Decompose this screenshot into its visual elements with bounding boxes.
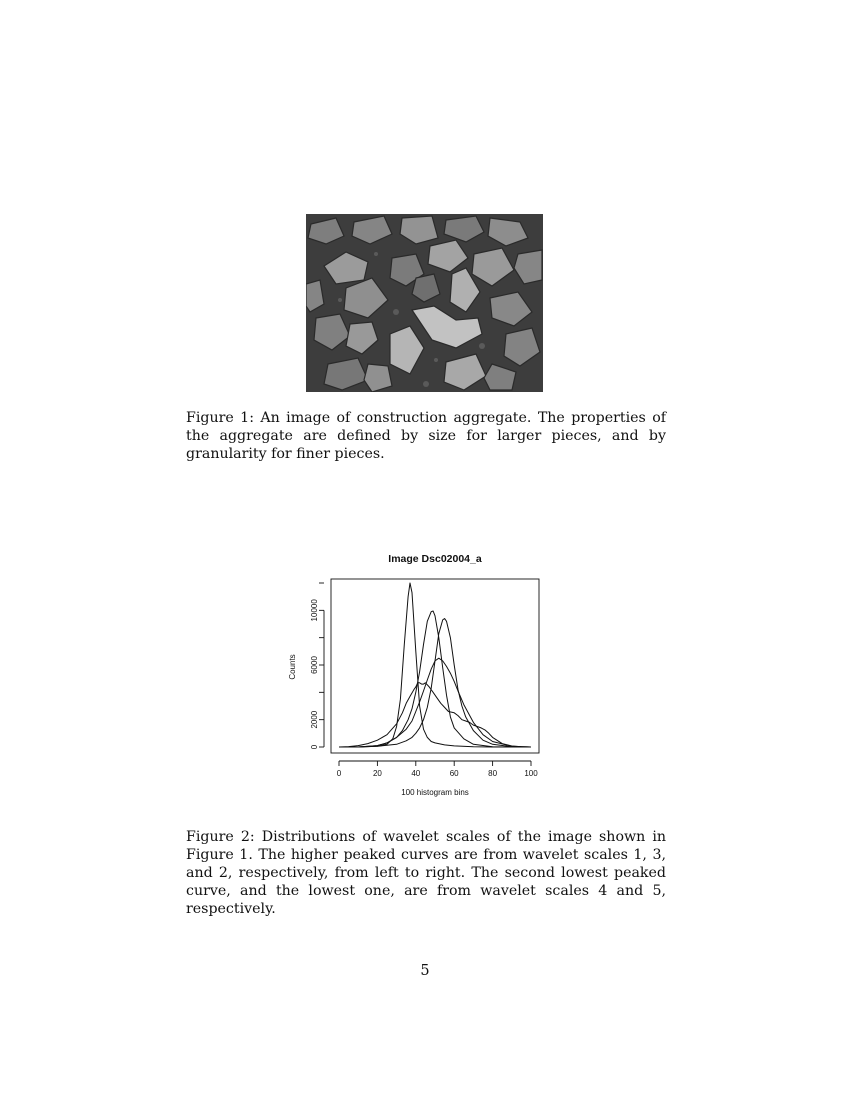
plot-frame <box>331 579 539 753</box>
y-tick-label: 0 <box>310 744 319 750</box>
construction-aggregate-photo <box>306 214 543 392</box>
x-axis <box>337 761 538 778</box>
x-axis-label: 100 histogram bins <box>401 788 469 797</box>
series-line-4 <box>339 658 531 747</box>
series-line-1 <box>339 583 531 747</box>
series-line-3 <box>339 619 531 748</box>
x-tick-label: 40 <box>411 769 421 778</box>
series-group <box>339 583 531 747</box>
y-tick-label: 6000 <box>310 656 319 674</box>
figure-2-caption: Figure 2: Distributions of wavelet scales of the image shown in Figure 1. The higher peaked curves are from wavelet scales 1, 3, and 2, respectively, from left to right. The second lowest peaked curve, and the lowest one, are from wavelet scales 4 and 5, respectively. <box>186 829 666 917</box>
x-tick-label: 20 <box>372 769 382 778</box>
chart-title: Image Dsc02004_a <box>388 553 482 565</box>
wavelet-histogram-chart <box>280 545 570 805</box>
series-line-5 <box>339 683 531 747</box>
y-axis-label: Counts <box>288 654 297 680</box>
x-tick-label: 60 <box>449 769 459 778</box>
x-tick-label: 80 <box>488 769 498 778</box>
x-tick-label: 100 <box>524 769 538 778</box>
series-line-2 <box>339 611 531 747</box>
y-tick-label: 2000 <box>310 710 319 729</box>
y-tick-label: 10000 <box>310 599 319 622</box>
page-number: 5 <box>420 963 430 979</box>
y-axis <box>310 583 324 749</box>
x-tick-label: 0 <box>336 769 342 778</box>
figure-1-caption: Figure 1: An image of construction aggregate. The properties of the aggregate are defined by size for larger pieces, and by granularity for finer pieces. <box>186 410 666 462</box>
